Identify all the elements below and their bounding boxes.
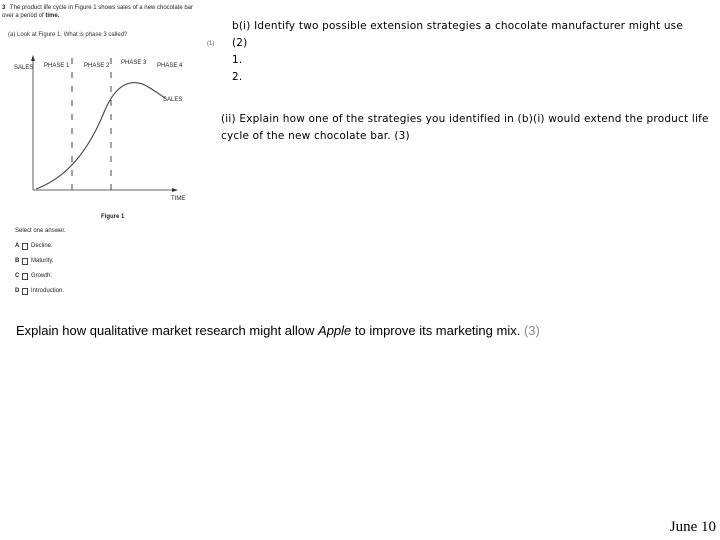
answer-line-1: 1. <box>232 54 243 66</box>
question-b-i <box>232 18 712 86</box>
question-b-i-marks: (2) <box>232 37 248 49</box>
option-letter: C <box>15 273 20 279</box>
option-d[interactable] <box>15 288 64 303</box>
checkbox-icon[interactable] <box>22 258 28 265</box>
question-intro <box>2 4 202 20</box>
option-a[interactable] <box>15 243 64 258</box>
option-b[interactable] <box>15 258 64 273</box>
sales-curve <box>36 83 165 189</box>
checkbox-icon[interactable] <box>22 273 28 280</box>
answer-options <box>15 243 64 303</box>
question-intro-tail: time. <box>45 13 60 19</box>
question-number: 3 <box>2 5 6 11</box>
option-text: Decline. <box>31 243 53 249</box>
phase-1-label: PHASE 1 <box>44 63 70 69</box>
y-axis-arrow-icon <box>31 55 35 61</box>
option-letter: A <box>15 243 20 249</box>
question-intro-text: The product life cycle in Figure 1 shows sales of a new chocolate bar over a period of <box>2 5 193 19</box>
phase-2-label: PHASE 2 <box>84 63 110 69</box>
figure-caption: Figure 1 <box>101 214 125 220</box>
sub-question-a: (a) Look at Figure 1. What is phase 3 called? <box>8 32 128 38</box>
apple-question-marks: (3) <box>523 323 540 338</box>
apple-question-before: Explain how qualitative market research might allow <box>16 323 319 338</box>
question-b-ii: (ii) Explain how one of the strategies you identified in (b)(i) would extend the product life cycle of the new chocolate bar. (3) <box>221 113 709 142</box>
checkbox-icon[interactable] <box>22 243 28 250</box>
question-b-i-prompt: b(i) Identify two possible extension strategies a chocolate manufacturer might use <box>232 20 684 32</box>
option-letter: D <box>15 288 20 294</box>
y-axis-label: SALES <box>14 65 34 71</box>
apple-question <box>16 323 540 338</box>
phase-4-label: PHASE 4 <box>157 63 183 69</box>
option-text: Maturity. <box>31 258 54 264</box>
option-text: Growth. <box>31 273 53 279</box>
option-letter: B <box>15 258 20 264</box>
footer-date: June 10 <box>669 519 716 535</box>
sub-question-a-marks: (1) <box>207 41 215 47</box>
x-axis-arrow-icon <box>172 188 178 192</box>
x-axis-label: TIME <box>171 196 186 202</box>
checkbox-icon[interactable] <box>22 288 28 295</box>
product-life-cycle-figure <box>0 50 210 225</box>
select-one-answer: Select one answer. <box>15 228 66 234</box>
apple-question-after: to improve its marketing mix. <box>351 323 524 338</box>
answer-line-2: 2. <box>232 71 243 83</box>
apple-brand: Apple <box>318 323 352 338</box>
curve-label: SALES <box>163 97 183 103</box>
option-text: Introduction. <box>31 288 65 294</box>
phase-3-label: PHASE 3 <box>121 60 147 66</box>
option-c[interactable] <box>15 273 64 288</box>
